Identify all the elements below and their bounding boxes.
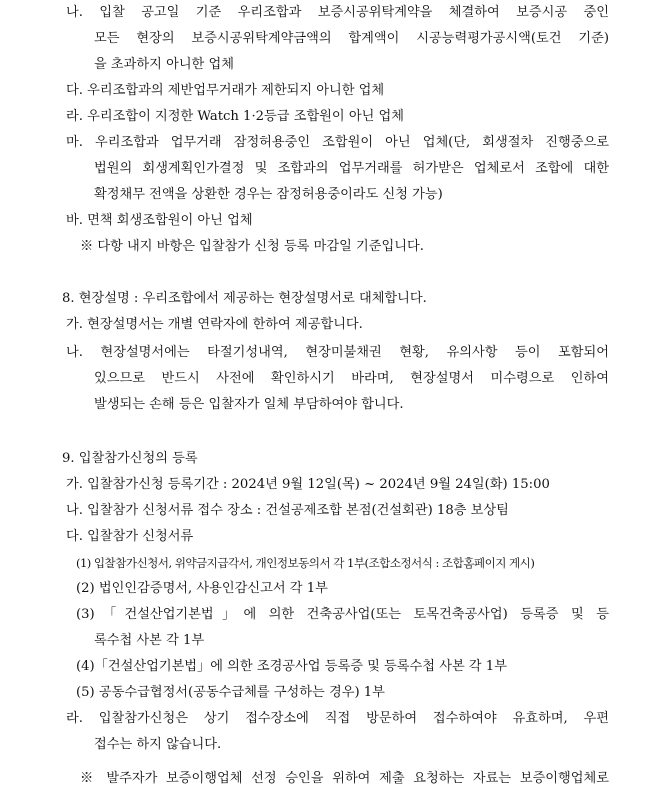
eligibility-item-na-line-1: 나. 입찰 공고일 기준 우리조합과 보증시공위탁계약을 체결하여 보증시공 중인 [66,5,609,20]
eligibility-item-ra: 라. 우리조합이 지정한 Watch 1·2등급 조합원이 아닌 업체 [66,109,404,124]
section-8-item-na-line-3: 발생되는 손해 등은 입찰자가 일체 부담하여야 합니다. [94,397,404,412]
document-list-item-2: (2) 법인인감증명서, 사용인감신고서 각 1부 [76,581,328,596]
section-9-item-ga: 가. 입찰참가신청 등록기간 : 2024년 9월 12일(목) ~ 2024년 9월 24일(화) 15:00 [66,477,550,492]
section-9-item-ra-line-2: 접수는 하지 않습니다. [94,737,222,752]
section-8-item-na-line-1: 나. 현장설명서에는 타절기성내역, 현장미불채권 현황, 유의사항 등이 포함되어 [66,345,609,360]
document-list-item-4: (4)「건설산업기본법」에 의한 조경공사업 등록증 및 등록수첩 사본 각 1부 [76,659,507,674]
section-8-heading: 8. 현장설명 : 우리조합에서 제공하는 현장설명서로 대체합니다. [62,291,427,306]
eligibility-item-ma-line-1: 마. 우리조합과 업무거래 잠정허용중인 조합원이 아닌 업체(단, 회생절차 진행중으로 [66,135,609,150]
eligibility-item-na-line-3: 을 초과하지 아니한 업체 [94,57,234,72]
eligibility-item-da: 다. 우리조합과의 제반업무거래가 제한되지 아니한 업체 [66,83,385,98]
eligibility-item-na-line-2: 모든 현장의 보증시공위탁계약금액의 합계액이 시공능력평가공시액(토건 기준) [94,31,609,46]
document-list-item-1: (1) 입찰참가신청서, 위약금지급각서, 개인정보동의서 각 1부(조합소정서식 : 조합홈페이지 게시) [76,556,535,570]
eligibility-item-ba: 바. 면책 회생조합원이 아닌 업체 [66,213,253,228]
section-8-item-ga: 가. 현장설명서는 개별 연락자에 한하여 제공합니다. [66,317,363,332]
document-list-item-5: (5) 공동수급협정서(공동수급체를 구성하는 경우) 1부 [76,685,385,700]
section-9-heading: 9. 입찰참가신청의 등록 [62,451,198,466]
document-list-item-3-line-2: 록수첩 사본 각 1부 [94,633,205,648]
section-8-item-na-line-2: 있으므로 반드시 사전에 확인하시기 바라며, 현장설명서 미수령으로 인하여 [94,371,609,386]
eligibility-item-ma-line-3: 확정채무 전액을 상환한 경우는 잠정허용중이라도 신청 가능) [94,187,443,202]
eligibility-item-ma-line-2: 법원의 회생계획인가결정 및 조합과의 업무거래를 허가받은 업체로서 조합에 대한 [94,161,609,176]
document-list-item-3-line-1: (3)「건설산업기본법」에 의한 건축공사업(또는 토목건축공사업) 등록증 및 등 [76,607,609,622]
bottom-note: ※ 발주자가 보증이행업체 선정 승인을 위하여 제출 요청하는 자료는 보증이행업체로 [80,771,609,786]
eligibility-note: ※ 다항 내지 바항은 입찰참가 신청 등록 마감일 기준입니다. [80,239,424,254]
section-9-item-ra-line-1: 라. 입찰참가신청은 상기 접수장소에 직접 방문하여 접수하여야 유효하며, 우편 [66,711,609,726]
section-9-item-da: 다. 입찰참가 신청서류 [66,529,194,544]
section-9-item-na: 나. 입찰참가 신청서류 접수 장소 : 건설공제조합 본점(건설회관) 18층 보상팀 [66,503,509,518]
